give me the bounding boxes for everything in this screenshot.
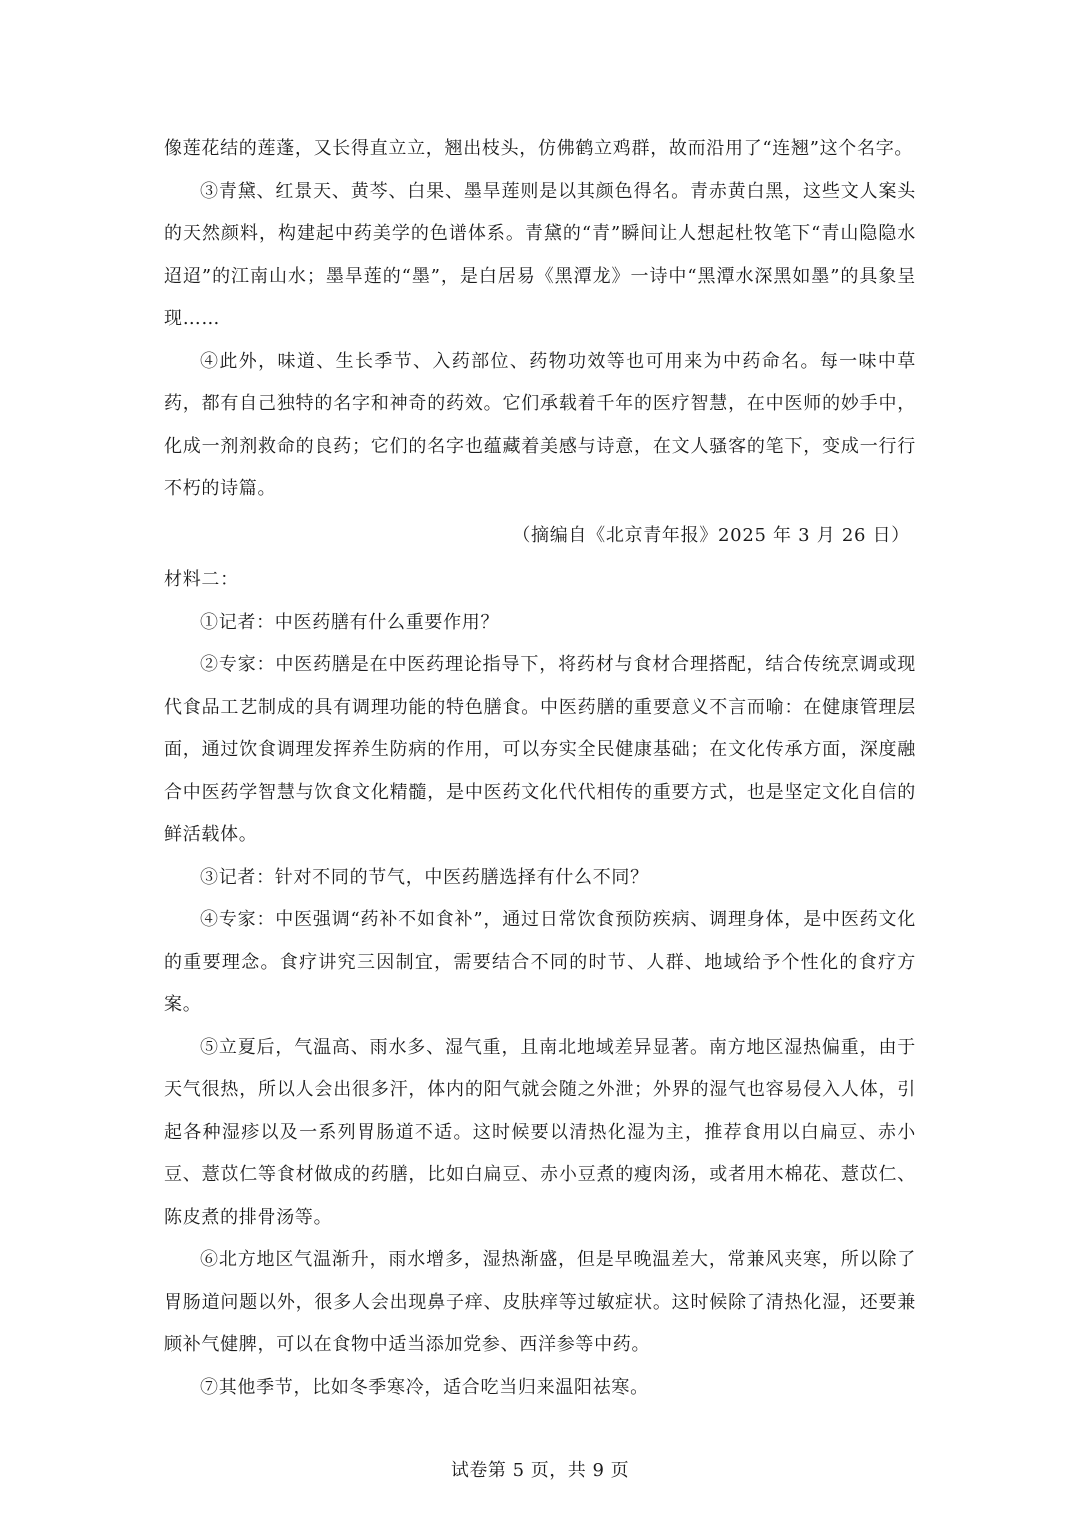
interview-paragraph-7: ⑦其他季节，比如冬季寒冷，适合吃当归来温阳祛寒。 [200, 1376, 649, 1398]
interview-paragraph-6: ⑥北方地区气温渐升，雨水增多，湿热渐盛，但是早晚温差大，常兼风夹寒，所以除了胃肠道问题以外，很多人会出现鼻子痒、皮肤痒等过敏症状。这时候除了清热化湿，还要兼顾补气健脾，可以在食物中适当添加党参、西洋参等中药。 [164, 1249, 916, 1355]
exam-page-body [164, 128, 916, 1409]
interview-paragraph-2: ②专家：中医药膳是在中医药理论指导下，将药材与食材合理搭配，结合传统烹调或现代食品工艺制成的具有调理功能的特色膳食。中医药膳的重要意义不言而喻：在健康管理层面，通过饮食调理发挥养生防病的作用，可以夯实全民健康基础；在文化传承方面，深度融合中医药学智慧与饮食文化精髓，是中医药文化代代相传的重要方式，也是坚定文化自信的鲜活载体。 [164, 654, 916, 845]
interview-paragraph-4: ④专家：中医强调“药补不如食补”，通过日常饮食预防疾病、调理身体，是中医药文化的重要理念。食疗讲究三因制宜，需要结合不同的时节、人群、地域给予个性化的食疗方案。 [164, 909, 916, 1015]
interview-paragraph-5: ⑤立夏后，气温高、雨水多、湿气重，且南北地域差异显著。南方地区湿热偏重，由于天气很热，所以人会出很多汗，体内的阳气就会随之外泄；外界的湿气也容易侵入人体，引起各种湿疹以及一系列胃肠道不适。这时候要以清热化湿为主，推荐食用以白扁豆、赤小豆、薏苡仁等食材做成的药膳，比如白扁豆、赤小豆煮的瘦肉汤，或者用木棉花、薏苡仁、陈皮煮的排骨汤等。 [164, 1036, 916, 1228]
interview-paragraph-3: ③记者：针对不同的节气，中医药膳选择有什么不同？ [200, 866, 649, 888]
page-footer: 试卷第 5 页，共 9 页 [450, 1460, 630, 1481]
material-two-label: 材料二： [164, 569, 239, 590]
paragraph-continued: 像莲花结的莲蓬，又长得直立立，翘出枝头，仿佛鹤立鸡群，故而沿用了“连翘”这个名字。 [164, 138, 914, 159]
paragraph-4: ④此外，味道、生长季节、入药部位、药物功效等也可用来为中药命名。每一味中草药，都有自己独特的名字和神奇的药效。它们承载着千年的医疗智慧，在中医师的妙手中，化成一剂剂救命的良药；它们的名字也蕴藏着美感与诗意，在文人骚客的笔下，变成一行行不朽的诗篇。 [164, 350, 916, 499]
paragraph-3: ③青黛、红景天、黄芩、白果、墨旱莲则是以其颜色得名。青赤黄白黑，这些文人案头的天然颜料，构建起中药美学的色谱体系。青黛的“青”瞬间让人想起杜牧笔下“青山隐隐水迢迢”的江南山水；墨旱莲的“墨”，是白居易《黑潭龙》一诗中“黑潭水深黑如墨”的具象呈现…… [164, 180, 916, 329]
interview-paragraph-1: ①记者：中医药膳有什么重要作用？ [200, 611, 500, 633]
source-citation: （摘编自《北京青年报》2025 年 3 月 26 日） [512, 524, 910, 546]
